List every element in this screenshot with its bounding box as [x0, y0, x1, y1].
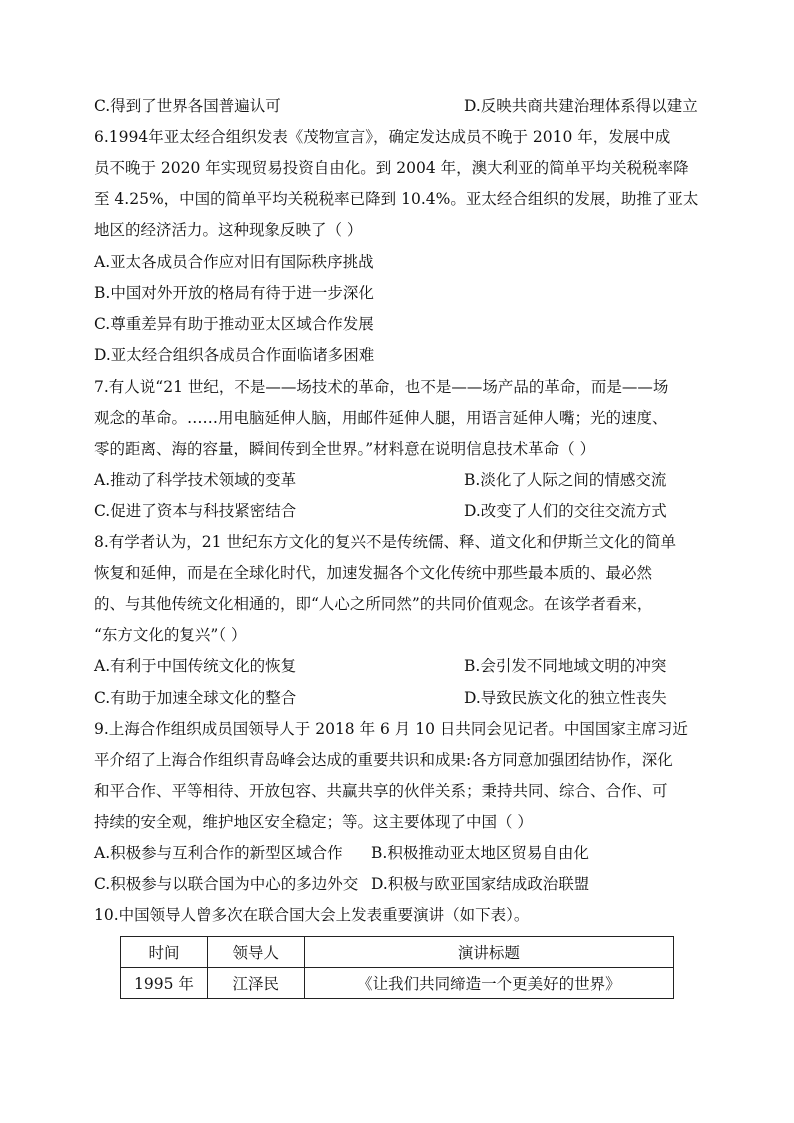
q6-stem-line-1: 6.1994年亚太经合组织发表《茂物宣言》，确定发达成员不晚于 2010 年，发展中成 — [94, 128, 671, 146]
q7-stem-line-2: 观念的革命。……用电脑延伸人脑，用邮件延伸人腿，用语言延伸人嘴；光的速度、 — [94, 409, 668, 427]
q6-option-d: D.亚太经合组织各成员合作面临诸多困难 — [94, 346, 375, 364]
q7-stem-line-3: 零的距离、海的容量，瞬间传到全世界。”材料意在说明信息技术革命（ ） — [94, 440, 596, 458]
q7-stem-line-1: 7.有人说“21 世纪，不是——场技术的革命，也不是——场产品的革命，而是——场 — [94, 378, 669, 396]
q7-option-c: C.促进了资本与科技紧密结合 — [94, 502, 297, 520]
table-row — [121, 968, 674, 999]
table-header-time: 时间 — [121, 937, 208, 968]
q6-stem-line-3: 至 4.25%，中国的简单平均关税税率已降到 10.4%。亚太经合组织的发展，助推了亚太 — [94, 190, 699, 208]
q8-stem-line-2: 恢复和延伸，而是在全球化时代，加速发掘各个文化传统中那些最本质的、最必然 — [94, 564, 653, 582]
q9-options-cd — [94, 874, 590, 894]
q6-option-c: C.尊重差异有助于推动亚太区域合作发展 — [94, 315, 374, 333]
q7-options-ab — [94, 470, 667, 490]
q7-option-a: A.推动了科学技术领域的变革 — [94, 471, 297, 489]
q7-options-cd — [94, 501, 667, 521]
q8-options-ab — [94, 656, 667, 676]
table-header-title: 演讲标题 — [304, 937, 673, 968]
q9-options-ab — [94, 843, 589, 863]
q6-option-a: A.亚太各成员合作应对旧有国际秩序挑战 — [94, 253, 374, 271]
q5-option-d: D.反映共商共建治理体系得以建立 — [464, 97, 698, 115]
q9-option-c: C.积极参与以联合国为中心的多边外交 — [94, 875, 359, 893]
q10-stem: 10.中国领导人曾多次在联合国大会上发表重要演讲（如下表）。 — [94, 906, 530, 924]
q8-option-d: D.导致民族文化的独立性丧失 — [464, 689, 667, 707]
table-header-row — [121, 937, 674, 968]
q8-option-a: A.有利于中国传统文化的恢复 — [94, 657, 297, 675]
table-header-leader: 领导人 — [207, 937, 304, 968]
q8-option-c: C.有助于加速全球文化的整合 — [94, 689, 297, 707]
q5-options-cd — [94, 96, 698, 116]
table-cell-leader: 江泽民 — [207, 968, 304, 999]
q9-stem-line-2: 平介绍了上海合作组织青岛峰会达成的重要共识和成果:各方同意加强团结协作，深化 — [94, 751, 673, 769]
q8-stem-line-3: 的、与其他传统文化相通的，即“人心之所同然”的共同价值观念。在该学者看来， — [94, 595, 653, 613]
q9-stem-line-1: 9.上海合作组织成员国领导人于 2018 年 6 月 10 日共同会见记者。中国国家主席习近 — [94, 720, 688, 738]
q5-option-c: C.得到了世界各国普遍认可 — [94, 97, 281, 115]
q8-option-b: B.会引发不同地域文明的冲突 — [464, 657, 667, 675]
q8-stem-line-4: “东方文化的复兴”（ ） — [94, 626, 247, 644]
table-cell-time: 1995 年 — [121, 968, 208, 999]
q9-stem-line-4: 持续的安全观，维护地区安全稳定；等。这主要体现了中国（ ） — [94, 813, 533, 831]
q6-option-b: B.中国对外开放的格局有待于进一步深化 — [94, 284, 374, 302]
table-cell-title: 《让我们共同缔造一个更美好的世界》 — [304, 968, 673, 999]
q6-stem-line-4: 地区的经济活力。这种现象反映了（ ） — [94, 221, 363, 239]
q6-stem-line-2: 员不晚于 2020 年实现贸易投资自由化。到 2004 年，澳大利亚的简单平均关税税率降 — [94, 159, 689, 177]
q8-stem-line-1: 8.有学者认为，21 世纪东方文化的复兴不是传统儒、释、道文化和伊斯兰文化的简单 — [94, 533, 676, 551]
q9-option-a: A.积极参与互利合作的新型区域合作 — [94, 844, 343, 862]
q9-option-d: D.积极与欧亚国家结成政治联盟 — [371, 875, 590, 893]
q8-options-cd — [94, 688, 667, 708]
q7-option-b: B.淡化了人际之间的情感交流 — [464, 471, 667, 489]
q9-stem-line-3: 和平合作、平等相待、开放包容、共赢共享的伙伴关系；秉持共同、综合、合作、可 — [94, 782, 668, 800]
speech-table — [120, 936, 674, 999]
q9-option-b: B.积极推动亚太地区贸易自由化 — [371, 844, 589, 862]
q7-option-d: D.改变了人们的交往交流方式 — [464, 502, 667, 520]
